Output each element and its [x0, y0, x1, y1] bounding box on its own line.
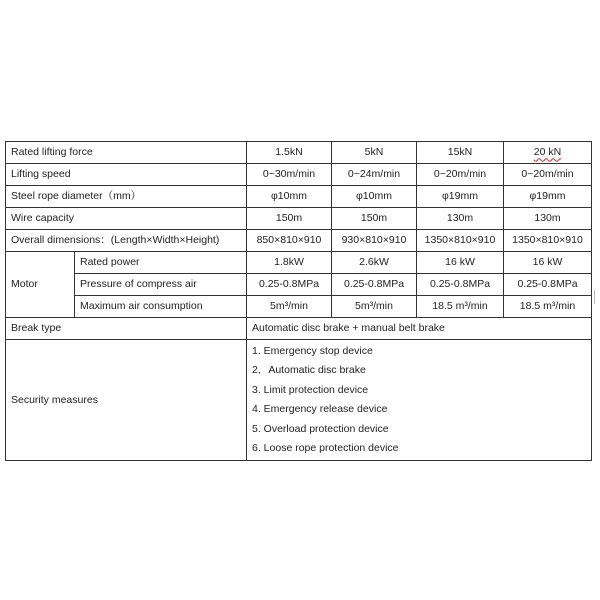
cell-value: 15kN: [417, 142, 504, 164]
cell-value: 850×810×910: [247, 230, 332, 252]
cell-value: 18.5 m³/min: [417, 296, 504, 318]
cell-value: φ19mm: [504, 186, 592, 208]
cell-value: 18.5 m³/min: [504, 296, 592, 318]
cell-value: 930×810×910: [332, 230, 417, 252]
cell-value: 5kN: [332, 142, 417, 164]
cell-value: 1.8kW: [247, 252, 332, 274]
row-label-motor: Motor: [6, 252, 75, 318]
break-type-value: Automatic disc brake + manual belt brake: [247, 318, 592, 340]
row-label-wire-capacity: Wire capacity: [6, 208, 247, 230]
table-row: [6, 274, 592, 296]
cell-value: 0~20m/min: [417, 164, 504, 186]
cell-value: φ19mm: [417, 186, 504, 208]
list-item: 6. Loose rope protection device: [252, 441, 399, 454]
list-item: 5. Overload protection device: [252, 422, 389, 435]
cell-value: 0.25-0.8MPa: [332, 274, 417, 296]
list-item: 3. Limit protection device: [252, 383, 369, 396]
row-label-rated-lifting-force: Rated lifting force: [6, 142, 247, 164]
row-label-rated-power: Rated power: [75, 252, 247, 274]
cell-value: 130m: [417, 208, 504, 230]
table-row: [6, 340, 592, 461]
cell-value: 2.6kW: [332, 252, 417, 274]
cell-value: 16 kW: [504, 252, 592, 274]
cell-value: 0~24m/min: [332, 164, 417, 186]
cell-value: φ10mm: [247, 186, 332, 208]
cell-value: 0~30m/min: [247, 164, 332, 186]
row-label-overall-dimensions: Overall dimensions：(Length×Width×Height): [6, 230, 247, 252]
cell-value: 150m: [332, 208, 417, 230]
row-label-pressure: Pressure of compress air: [75, 274, 247, 296]
row-label-steel-rope-diameter: Steel rope diameter（mm）: [6, 186, 247, 208]
list-item: 2．Automatic disc brake: [252, 364, 366, 377]
table-row: [6, 252, 592, 274]
cell-value: 0.25-0.8MPa: [417, 274, 504, 296]
row-label-air-consumption: Maximum air consumption: [75, 296, 247, 318]
table-row: [6, 208, 592, 230]
cell-value: 1.5kN: [247, 142, 332, 164]
cell-value: 0~20m/min: [504, 164, 592, 186]
cell-value: 1350×810×910: [417, 230, 504, 252]
row-label-break-type: Break type: [6, 318, 247, 340]
list-item: 4. Emergency release device: [252, 403, 388, 416]
cell-value: 5m³/min: [332, 296, 417, 318]
cell-value: 0.25-0.8MPa: [504, 274, 592, 296]
cell-value: 130m: [504, 208, 592, 230]
cell-value: 5m³/min: [247, 296, 332, 318]
list-item: 1. Emergency stop device: [252, 345, 373, 357]
security-measures-list: [252, 340, 586, 460]
edge-mark: [594, 290, 600, 304]
cell-value: 150m: [247, 208, 332, 230]
cell-value: 16 kW: [417, 252, 504, 274]
cell-value-text: 20 kN: [533, 146, 562, 159]
cell-value: [504, 142, 592, 164]
table-row: [6, 186, 592, 208]
cell-value: φ10mm: [332, 186, 417, 208]
table-row: [6, 142, 592, 164]
table-row: [6, 164, 592, 186]
cell-value: 1350×810×910: [504, 230, 592, 252]
row-label-security-measures: Security measures: [6, 340, 247, 461]
table-row: [6, 230, 592, 252]
table-row: [6, 296, 592, 318]
specification-table: [5, 141, 592, 461]
table-row: [6, 318, 592, 340]
cell-value: 0.25-0.8MPa: [247, 274, 332, 296]
row-label-lifting-speed: Lifting speed: [6, 164, 247, 186]
security-measures-cell: [247, 340, 592, 461]
